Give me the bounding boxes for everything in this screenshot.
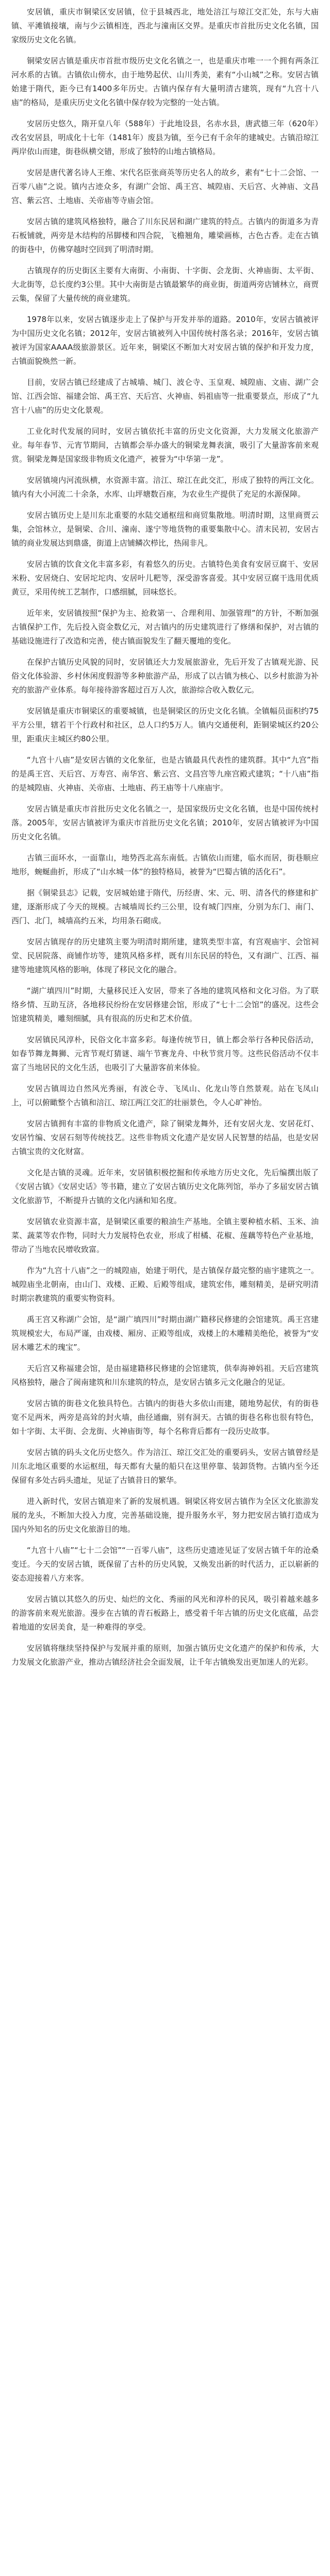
article-paragraph: 安居古镇拥有丰富的非物质文化遗产，除了铜梁龙舞外，还有安居火龙、安居花灯、安居竹编、安居石刻等传统技艺。这些非物质文化遗产是安居人民智慧的结晶，也是安居古镇宝贵的文化财富。 (11, 1119, 319, 1156)
article-paragraph: 安居镇民风淳朴，民俗文化丰富多彩。每逢传统节日，镇上都会举行各种民俗活动，如春节舞龙舞狮、元宵节观灯猜谜、端午节赛龙舟、中秋节赏月等。这些民俗活动不仅丰富了当地居民的文化生活，也吸引了大量游客前来体验。 (11, 1035, 319, 1072)
article-paragraph: 作为“九宫十八庙”之一的城隍庙，始建于明代，是古镇保存最完整的庙宇建筑之一。城隍庙坐北朝南，由山门、戏楼、正殿、后殿等组成，建筑宏伟，雕刻精美，是研究明清时期宗教建筑的重要实物资料。 (11, 1266, 319, 1303)
article-paragraph: 安居镇将继续坚持保护与发展并重的原则，加强古镇历史文化遗产的保护和传承，大力发展文化旅游产业，推动古镇经济社会全面发展，让千年古镇焕发出更加迷人的光彩。 (11, 1643, 319, 1667)
article-paragraph: 安居镇，重庆市铜梁区安居镇，位于县城西北，地处涪江与琼江交汇处，东与大庙镇、平滩镇接壤，南与少云镇相连，西北与潼南区交界。是重庆市首批历史文化名镇，国家级历史文化名镇。 (11, 7, 319, 44)
article-paragraph: 工业化时代发展的同时，安居古镇依托丰富的历史文化资源，大力发展文化旅游产业。每年春节、元宵节期间，古镇都会举办盛大的铜梁龙舞表演，吸引了大量游客前来观赏。铜梁龙舞是国家级非物质文化遗产，被誉为“中华第一龙”。 (11, 427, 319, 464)
article-paragraph: 目前，安居古镇已经建成了古城墙、城门、波仑寺、玉皇观、城隍庙、文庙、湖广会馆、江西会馆、福建会馆、禹王宫、天后宫、火神庙、妈祖庙等一批重要景点，形成了“九宫十八庙”的历史文化景观。 (11, 378, 319, 415)
article-paragraph: 安居历史悠久，隋开皇八年（588年）于此地设县，名赤水县，唐武德三年（620年）改名安居县，明成化十七年（1481年）废县为镇，至今已有千余年的建城史。古镇沿琼江两岸依山而建，街巷纵横交错，形成了独特的山地古镇格局。 (11, 119, 319, 156)
article-paragraph: 安居古镇现存的历史建筑主要为明清时期所建，建筑类型丰富，有宫观庙宇、会馆祠堂、民居院落、商铺作坊等，建筑风格多样，既有川东民居的特色，又有湖广、江西、福建等地建筑风格的影响，体现了移民文化的融合。 (11, 937, 319, 974)
article-paragraph: 天后宫又称福建会馆，是由福建籍移民修建的会馆建筑，供奉海神妈祖。天后宫建筑风格独特，融合了闽南建筑和川东建筑的特点，是安居古镇多元文化融合的见证。 (11, 1364, 319, 1387)
article-paragraph: 进入新时代，安居古镇迎来了新的发展机遇。铜梁区将安居古镇作为全区文化旅游发展的龙头，不断加大投入力度，完善基础设施，提升服务水平，努力把安居古镇打造成为国内外知名的历史文化旅游目的地。 (11, 1497, 319, 1534)
article-paragraph: 安居古镇以其悠久的历史、灿烂的文化、秀丽的风光和淳朴的民风，吸引着越来越多的游客前来观光旅游。漫步在古镇的青石板路上，感受着千年古镇的历史文化底蕴，品尝着地道的安居美食，是一种难得的享受。 (11, 1595, 319, 1632)
article-paragraph: 安居镇是重庆市铜梁区的重要城镇，也是铜梁区的历史文化名镇。全镇幅员面积约75平方公里，辖若干个行政村和社区，总人口约5万人。镇内交通便利，距铜梁城区约20公里，距重庆主城区约80公里。 (11, 706, 319, 743)
article-paragraph: 古镇三面环水，一面靠山，地势西北高东南低。古镇依山而建，临水而居，街巷顺应地形，蜿蜒曲折，形成了“山水城一体”的独特格局，被誉为“巴蜀古镇的活化石”。 (11, 853, 319, 876)
article-paragraph: “九宫十八庙”“七十二会馆”“一百零八庙”，这些历史遗迹见证了安居古镇千年的沧桑变迁。今天的安居古镇，既保留了古朴的历史风貌，又焕发出新的时代活力，正以崭新的姿态迎接着八方来客。 (11, 1546, 319, 1583)
article-paragraph: “九宫十八庙”是安居古镇的文化象征，也是古镇最具代表性的建筑群。其中“九宫”指的是禹王宫、天后宫、万寿宫、南华宫、紫云宫、文昌宫等九座宫殿式建筑；“十八庙”指的是城隍庙、火神庙、关帝庙、土地庙、药王庙等十八座庙宇。 (11, 755, 319, 792)
article-paragraph: 安居古镇是重庆市首批历史文化名镇之一，是国家级历史文化名镇，也是中国传统村落。2005年，安居古镇被评为重庆市首批历史文化名镇；2010年，安居古镇被评为中国历史文化名镇。 (11, 804, 319, 841)
article-paragraph: 安居是唐代著名诗人王维、宋代名臣张商英等历史名人的故乡，素有“七十二会馆、一百零八庙”之说。镇内古迹众多，有湖广会馆、禹王宫、城隍庙、天后宫、火神庙、文昌宫、紫云宫、土地庙、关帝庙等寺庙会馆。 (11, 168, 319, 205)
article-paragraph: 安居镇农业资源丰富，是铜梁区重要的粮油生产基地。全镇主要种植水稻、玉米、油菜、蔬菜等农作物，同时大力发展特色农业，形成了柑橘、花椒、莲藕等特色产业基地，带动了当地农民增收致富。 (11, 1217, 319, 1254)
article-paragraph: 禹王宫又称湖广会馆，是“湖广填四川”时期由湖广籍移民修建的会馆建筑。禹王宫建筑规模宏大，布局严谨，由戏楼、厢房、正殿等组成，戏楼上的木雕精美绝伦，被誉为“安居木雕艺术的瑰宝”。 (11, 1315, 319, 1352)
article-paragraph: 安居古镇的饮食文化丰富多彩，有着悠久的历史。古镇特色美食有安居豆腐干、安居米粉、安居烧白、安居坨坨肉、安居叶儿粑等，深受游客喜爱。其中安居豆腐干选用优质黄豆，采用传统工艺制作，口感细腻，回味悠长。 (11, 560, 319, 597)
article-paragraph: 安居古镇的码头文化历史悠久。作为涪江、琼江交汇处的重要码头，安居古镇曾经是川东北地区重要的水运枢纽，每天都有大量的船只在这里停靠、装卸货物。古镇内至今还保留有多处古码头遗址，见证了古镇昔日的繁华。 (11, 1448, 319, 1485)
article-paragraph: 文化是古镇的灵魂。近年来，安居镇积极挖掘和传承地方历史文化，先后编撰出版了《安居古镇》《安居史话》等书籍，建立了安居古镇历史文化陈列馆，举办了多届安居古镇文化旅游节，不断提升古镇的文化内涵和知名度。 (11, 1168, 319, 1205)
article-paragraph: 安居古镇的建筑风格独特，融合了川东民居和湖广建筑的特点。古镇内的街道多为青石板铺就，两旁是木结构的吊脚楼和四合院，飞檐翘角，雕梁画栋，古色古香。走在古镇的街巷中，仿佛穿越时空回到了明清时期。 (11, 217, 319, 254)
article-paragraph: 1978年以来，安居古镇逐步走上了保护与开发并举的道路。2010年，安居古镇被评为中国历史文化名镇；2012年，安居古镇被列入中国传统村落名录；2016年，安居古镇被评为国家AAAA级旅游景区。近年来，铜梁区不断加大对安居古镇的保护和开发力度，古镇面貌焕然一新。 (11, 315, 319, 366)
article-paragraph: 安居古镇历史上是川东北重要的水陆交通枢纽和商贸集散地。明清时期，这里商贾云集，会馆林立，是铜梁、合川、潼南、遂宁等地货物的重要集散中心。清末民初，安居古镇的商业发展达到鼎盛，街道上店铺鳞次栉比，热闹非凡。 (11, 511, 319, 548)
article-paragraph: 铜梁安居古镇是重庆市首批市级历史文化名镇之一，也是重庆市唯一一个拥有两条江河水系的古镇。古镇依山傍水，由于地势起伏、山川秀美，素有“小山城”之称。安居古镇始建于隋代，距今已有1400多年历史。古镇内保存有大量明清古建筑，现有“九宫十八庙”的格局，是重庆历史文化名镇中保存较为完整的一处古镇。 (11, 56, 319, 107)
article-paragraph: 近年来，安居镇按照“保护为主、抢救第一、合理利用、加强管理”的方针，不断加强古镇保护工作，先后投入资金数亿元，对古镇内的历史建筑进行了修缮和保护，对古镇的基础设施进行了改造和完善，使古镇面貌发生了翻天覆地的变化。 (11, 608, 319, 646)
article-paragraph: 古镇现存的历史街区主要有大南街、小南街、十字街、会龙街、火神庙街、太平街、大北街等，总长度约3公里。其中大南街是古镇最繁华的商业街，街道两旁店铺林立，商贾云集，保留了大量传统的商业建筑。 (11, 266, 319, 303)
article-paragraph: 安居镇境内河流纵横，水资源丰富。涪江、琼江在此交汇，形成了独特的两江文化。镇内有大小河流二十余条，水库、山坪塘数百座，为农业生产提供了充足的水源保障。 (11, 476, 319, 499)
article-paragraph: 安居古镇周边自然风光秀丽，有波仑寺、飞凤山、化龙山等自然景观。站在飞凤山上，可以俯瞰整个古镇和涪江、琼江两江交汇的壮丽景色，令人心旷神怡。 (11, 1084, 319, 1107)
article-paragraph: “湖广填四川”时期，大量移民迁入安居，带来了各地的建筑风格和文化习俗。为了联络乡情、互助互济，各地移民纷纷在安居修建会馆，形成了“七十二会馆”的盛况。这些会馆建筑精美，雕刻细腻，具有很高的历史和艺术价值。 (11, 986, 319, 1023)
article-paragraph: 据《铜梁县志》记载，安居城始建于隋代，历经唐、宋、元、明、清各代的修建和扩建，逐渐形成了今天的规模。古城墙周长约三公里，设有城门四座，分别为东门、南门、西门、北门，城墙高约五米，均用条石砌成。 (11, 888, 319, 925)
article-paragraph: 在保护古镇历史风貌的同时，安居镇还大力发展旅游业，先后开发了古镇观光游、民俗文化体验游、乡村休闲度假游等多种旅游产品，形成了以古镇为核心、以乡村旅游为补充的旅游产业体系。每年接待游客超过百万人次，旅游综合收入数亿元。 (11, 657, 319, 694)
article-paragraph: 安居古镇的街巷文化独具特色。古镇内的街巷大多依山而建，随地势起伏，有的街巷宽不足两米，两旁是高耸的封火墙，曲径通幽，别有洞天。古镇的街巷名称也很有特色，如十字街、太平街、会龙街、火神庙街等，每个名称背后都有一段历史故事。 (11, 1399, 319, 1436)
